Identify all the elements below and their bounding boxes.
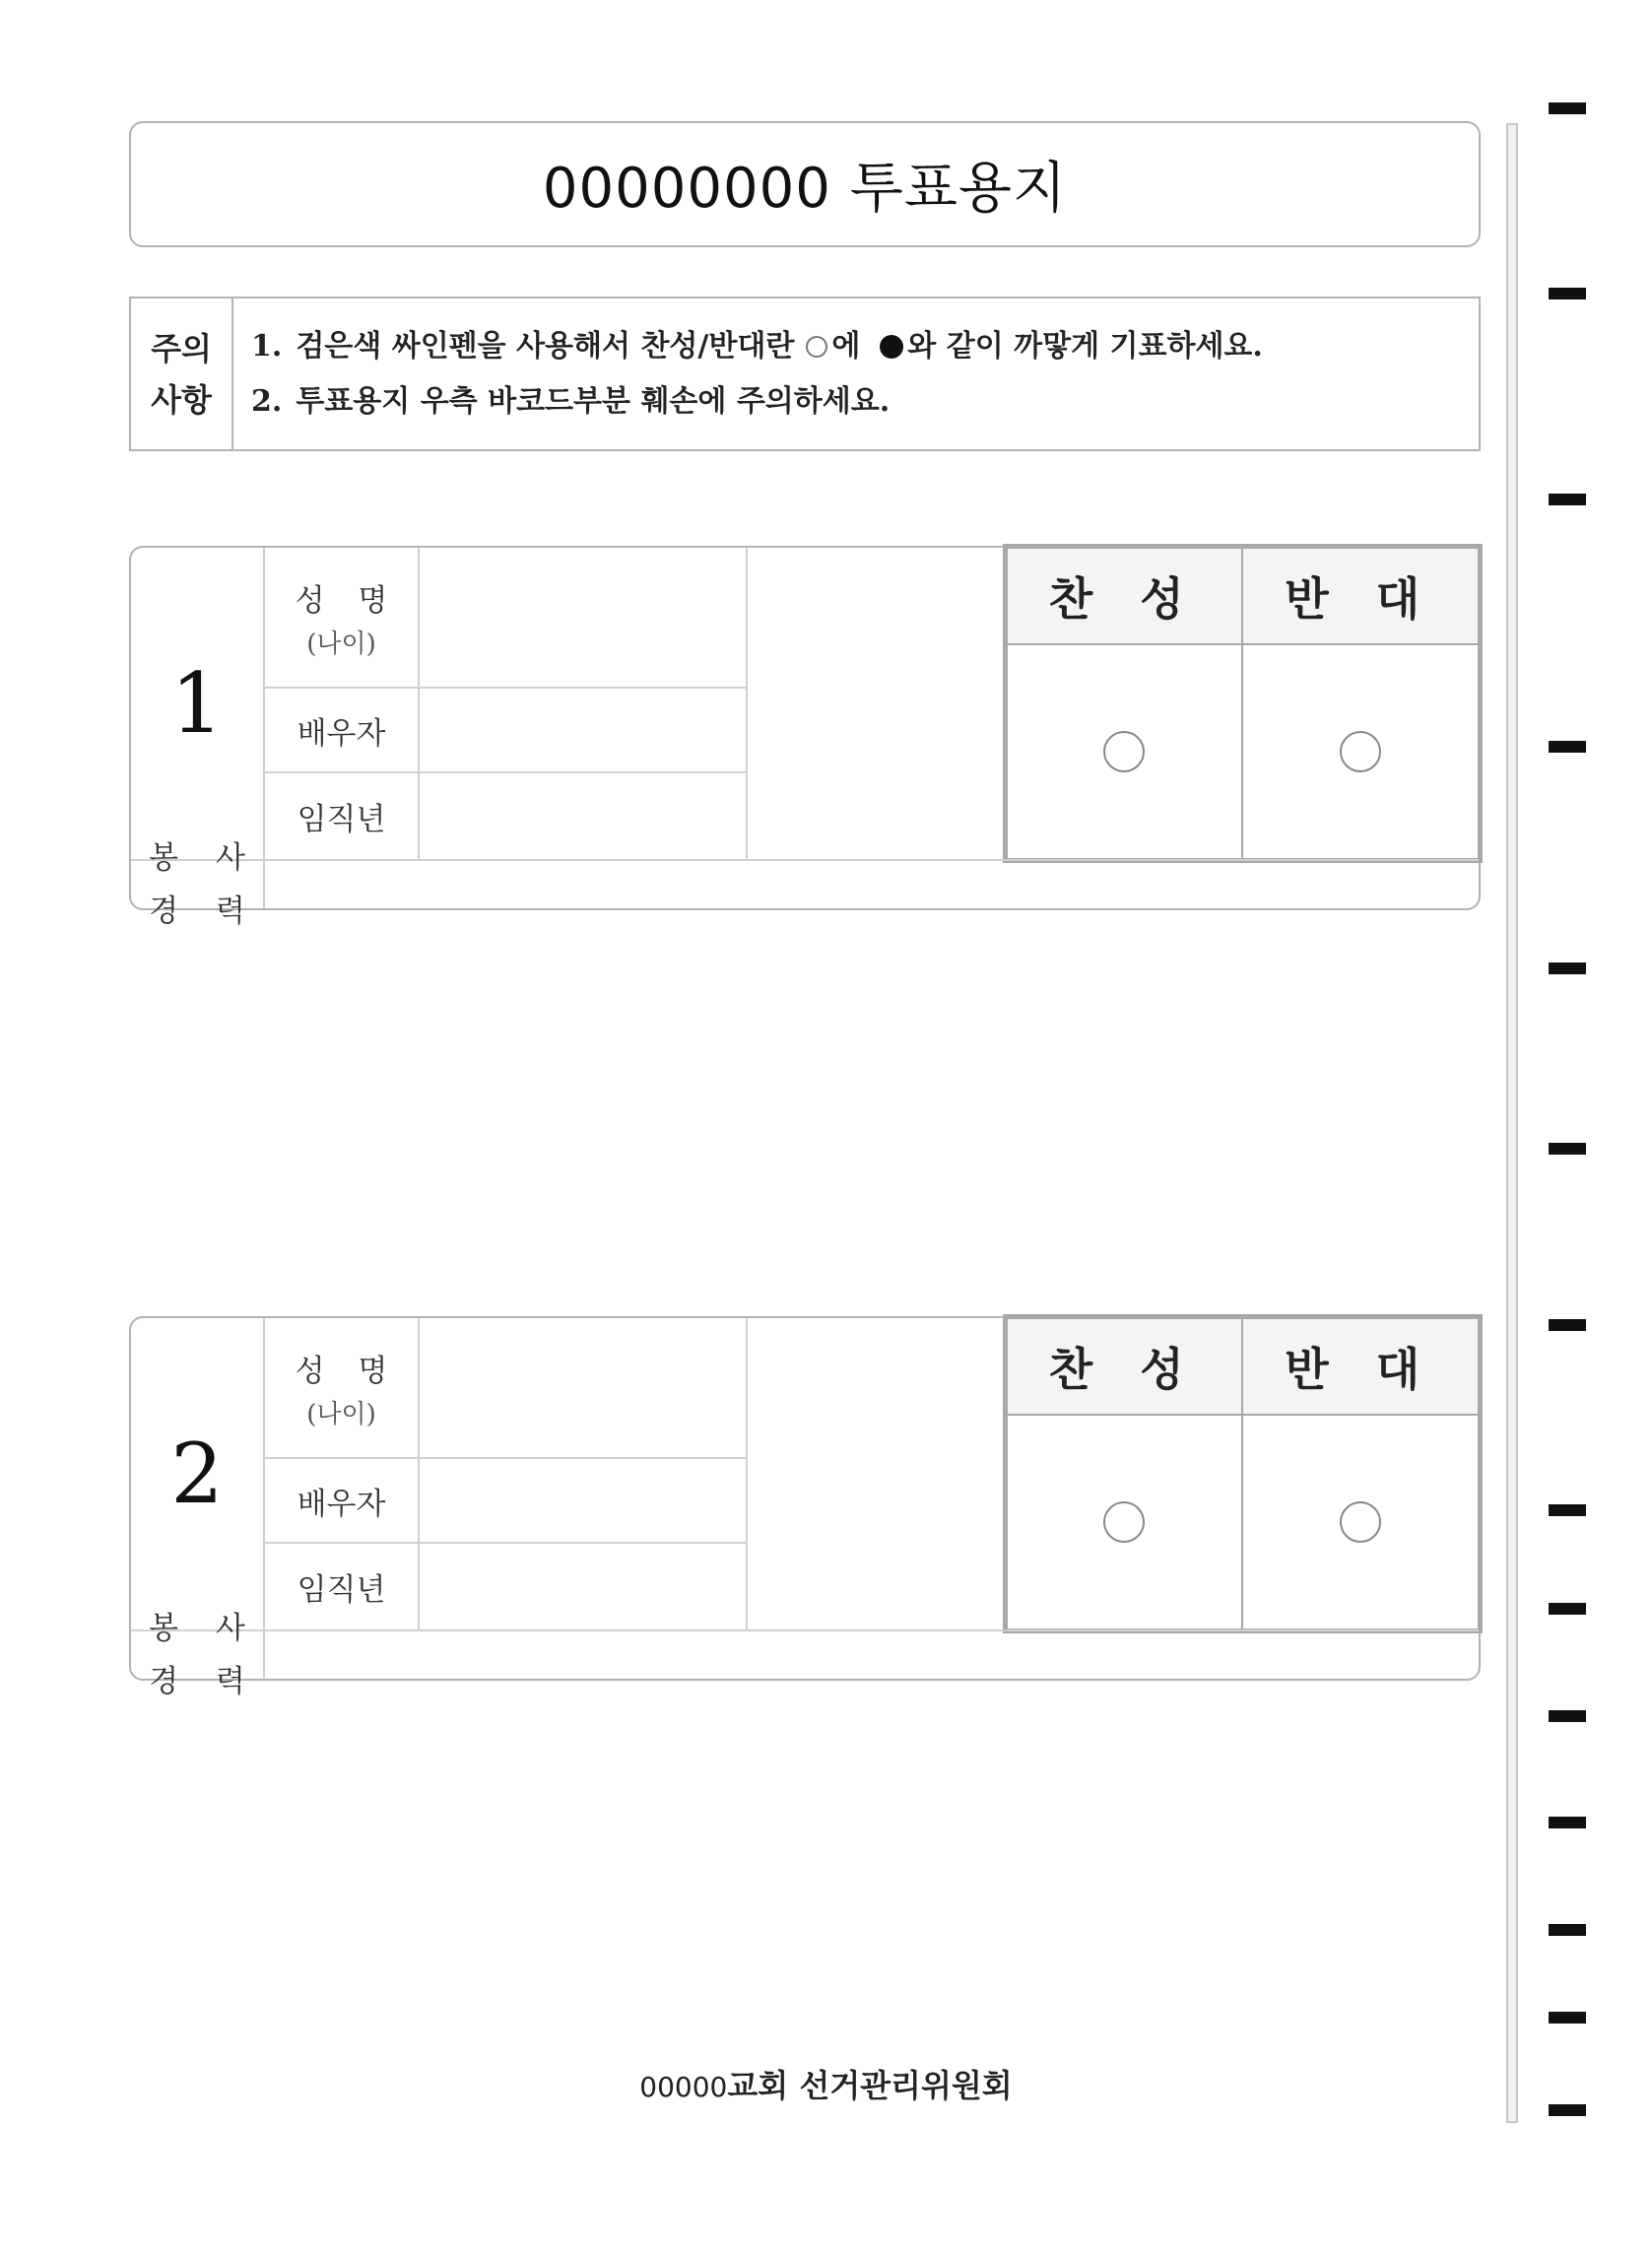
timing-mark — [1549, 2012, 1586, 2024]
oppose-label: 반 대 — [1285, 1343, 1436, 1396]
service-history-label-cell — [131, 1611, 265, 1699]
oppose-cell[interactable] — [1243, 1416, 1479, 1628]
service-history-label-line1: 봉 사 — [149, 1611, 259, 1646]
name-label: 성 명 — [295, 1353, 400, 1389]
footer-text: 교회 선거관리위원회 — [727, 2067, 1013, 2104]
ballot-title: 00000000 투표용지 — [542, 157, 1068, 221]
timing-mark — [1549, 741, 1586, 753]
years-label-cell — [265, 1544, 420, 1629]
name-value-cell — [420, 1318, 748, 1459]
name-label-cell — [265, 1318, 420, 1459]
candidate-card-2 — [129, 1316, 1481, 1699]
spouse-label-cell — [265, 1459, 420, 1544]
candidate-number: 1 — [131, 548, 265, 859]
ballot-title-box — [129, 121, 1481, 247]
timing-mark — [1549, 1319, 1586, 1331]
empty-circle-icon — [806, 336, 827, 358]
service-history-label-line2: 경 력 — [149, 894, 259, 929]
oppose-cell[interactable] — [1243, 645, 1479, 858]
vote-box — [1003, 1314, 1483, 1633]
oppose-header — [1243, 1319, 1479, 1416]
notice-label — [131, 299, 233, 449]
timing-mark — [1549, 963, 1586, 974]
approve-mark-circle[interactable] — [1103, 1501, 1145, 1543]
years-label: 임직년 — [297, 1572, 386, 1608]
approve-label: 찬 성 — [1048, 572, 1200, 626]
name-value-cell — [420, 548, 748, 689]
notice-box — [129, 297, 1481, 451]
service-history-label-line1: 봉 사 — [149, 840, 259, 876]
approve-header — [1008, 549, 1243, 645]
spouse-label: 배우자 — [297, 715, 386, 752]
vote-box — [1003, 544, 1483, 863]
notice-item-1 — [251, 319, 1479, 374]
oppose-header — [1243, 549, 1479, 645]
oppose-label: 반 대 — [1285, 572, 1436, 626]
notice-label-line2: 사항 — [151, 380, 212, 419]
notice-item-1-text-a: 검은색 싸인펜을 사용해서 찬성/반대란 — [296, 328, 795, 364]
service-history-label-line2: 경 력 — [149, 1664, 259, 1699]
name-label: 성 명 — [295, 582, 400, 619]
notice-item-1-number: 1. — [251, 328, 283, 364]
name-label-cell — [265, 548, 420, 689]
approve-cell[interactable] — [1008, 1416, 1243, 1628]
approve-header — [1008, 1319, 1243, 1416]
notice-item-2-text: 투표용지 우측 바코드부분 훼손에 주의하세요. — [296, 383, 891, 419]
years-label-cell — [265, 773, 420, 859]
notice-item-1-text-b: 에 — [831, 328, 861, 364]
age-label: (나이) — [306, 1399, 376, 1429]
timing-mark — [1549, 102, 1586, 114]
candidate-card-1 — [129, 546, 1481, 929]
notice-item-1-text-c: 와 같이 까맣게 기표하세요. — [907, 328, 1263, 364]
footer-code: 00000 — [639, 2071, 728, 2103]
timing-mark — [1549, 494, 1586, 505]
oppose-mark-circle[interactable] — [1340, 731, 1381, 772]
approve-cell[interactable] — [1008, 645, 1243, 858]
years-value-cell — [420, 773, 748, 859]
timing-mark — [1549, 1924, 1586, 1936]
service-history-label-cell — [131, 840, 265, 929]
timing-mark — [1549, 2104, 1586, 2116]
notice-item-2 — [251, 374, 1479, 430]
timing-mark — [1549, 1603, 1586, 1615]
notice-label-line1: 주의 — [151, 329, 212, 367]
spouse-label: 배우자 — [297, 1486, 386, 1522]
spouse-value-cell — [420, 1459, 748, 1544]
timing-mark — [1549, 288, 1586, 299]
notice-item-2-number: 2. — [251, 383, 283, 419]
spouse-label-cell — [265, 689, 420, 773]
approve-mark-circle[interactable] — [1103, 731, 1145, 772]
notice-body — [233, 299, 1479, 449]
candidate-number: 2 — [131, 1318, 265, 1629]
footer-organization — [0, 2061, 1652, 2106]
years-value-cell — [420, 1544, 748, 1629]
years-label: 임직년 — [297, 802, 386, 837]
barcode-rail — [1506, 123, 1518, 2123]
service-history-area — [265, 859, 1479, 908]
timing-mark — [1549, 1817, 1586, 1828]
approve-label: 찬 성 — [1048, 1343, 1200, 1396]
timing-mark — [1549, 1504, 1586, 1516]
timing-mark — [1549, 1143, 1586, 1155]
filled-circle-icon — [880, 335, 903, 359]
service-history-area — [265, 1629, 1479, 1679]
timing-mark — [1549, 1710, 1586, 1722]
age-label: (나이) — [306, 629, 376, 659]
oppose-mark-circle[interactable] — [1340, 1501, 1381, 1543]
spouse-value-cell — [420, 689, 748, 773]
